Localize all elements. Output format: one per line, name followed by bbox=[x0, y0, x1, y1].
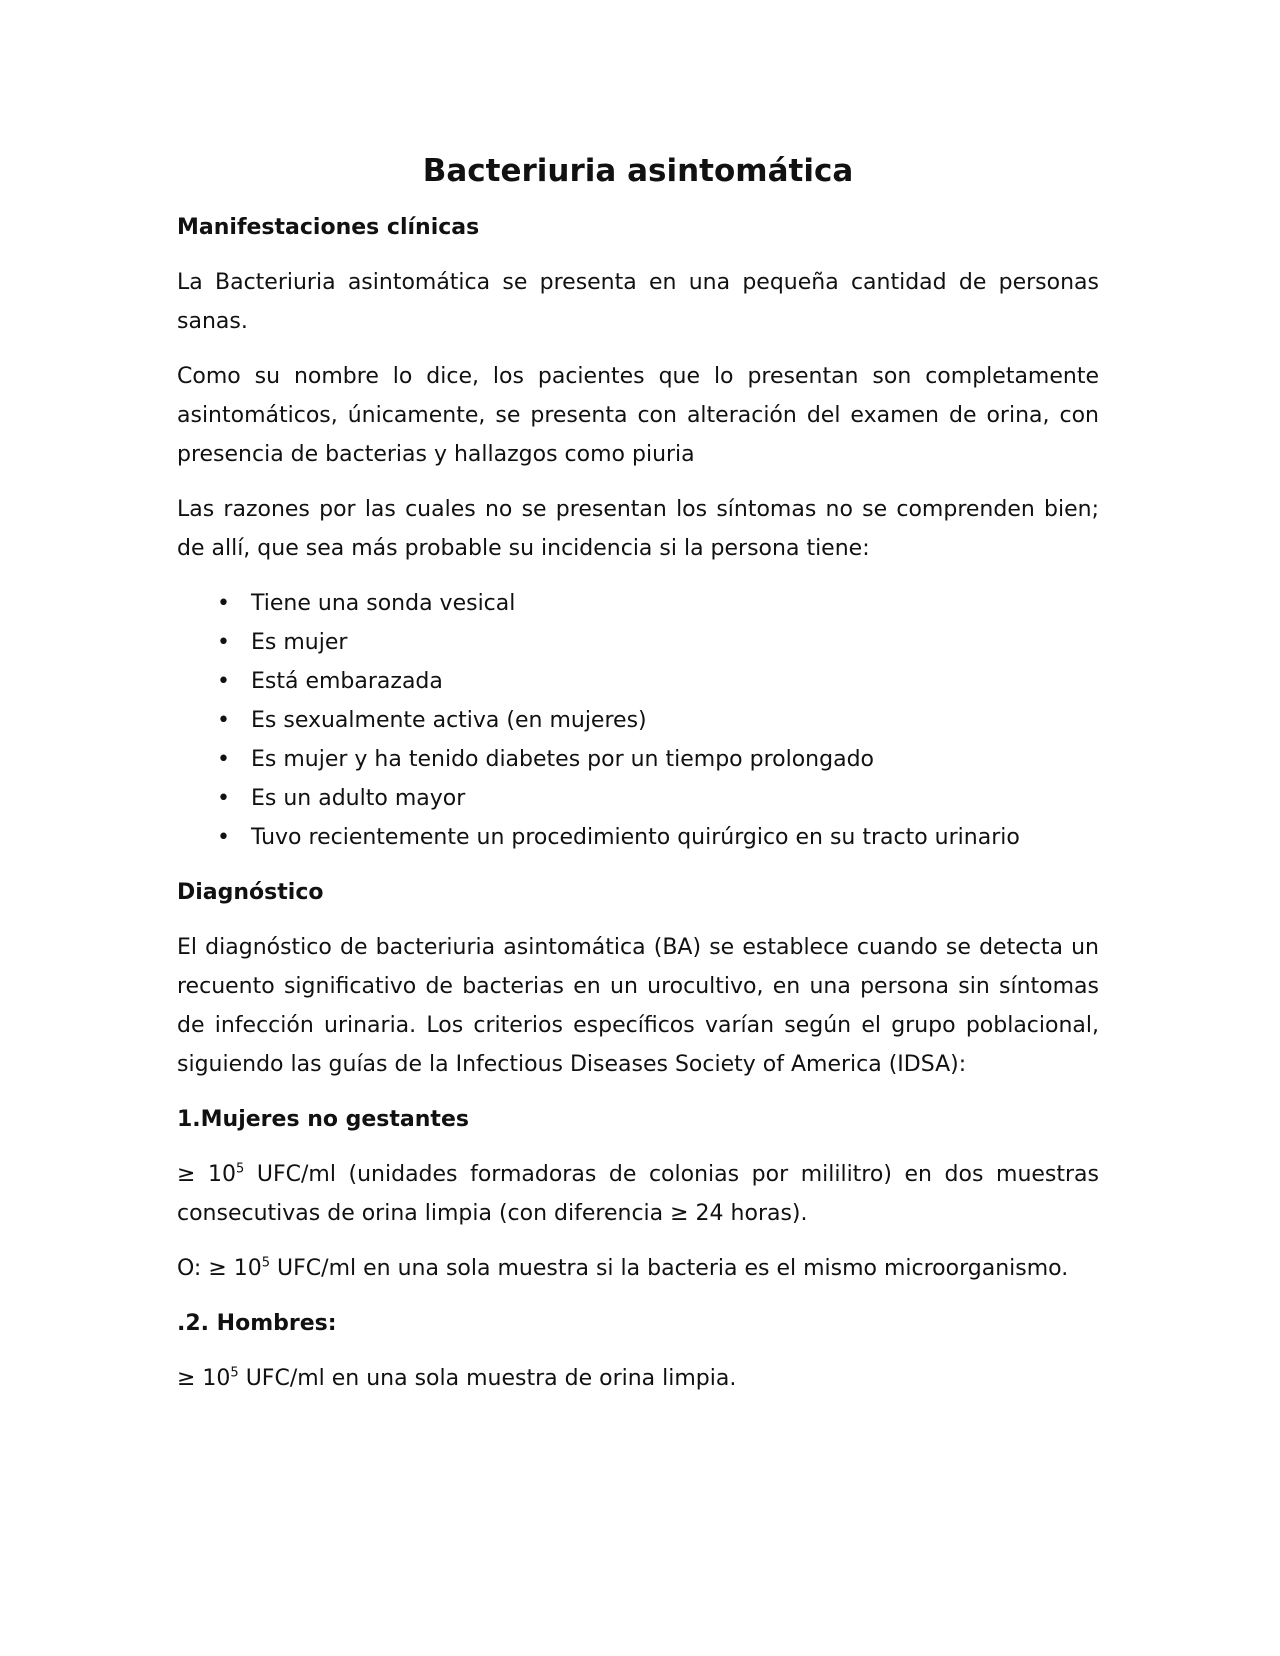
criteria-text-suffix: UFC/ml en una sola muestra si la bacteria es el mismo microorganismo. bbox=[270, 1256, 1069, 1281]
bullet-icon: • bbox=[217, 669, 230, 694]
bullet-icon: • bbox=[217, 825, 230, 850]
section-heading-diagnostico: Diagnóstico bbox=[177, 880, 324, 905]
exponent: 5 bbox=[236, 1161, 245, 1177]
list-item bbox=[177, 779, 1099, 818]
section-heading-manifestaciones: Manifestaciones clínicas bbox=[177, 215, 480, 240]
bullet-icon: • bbox=[217, 708, 230, 733]
list-item-text: Es mujer bbox=[251, 630, 348, 655]
list-item-text: Está embarazada bbox=[251, 669, 443, 694]
criteria-hombres-1 bbox=[177, 1359, 1099, 1398]
list-item-text: Es sexualmente activa (en mujeres) bbox=[251, 708, 647, 733]
criteria-text-suffix: UFC/ml (unidades formadoras de colonias por mililitro) en dos muestras consecutivas de orina limpia (con diferencia ≥ 24 horas). bbox=[177, 1162, 1100, 1226]
paragraph-diagnostico-1: El diagnóstico de bacteriuria asintomática (BA) se establece cuando se detecta un recuento significativo de bacterias en un urocultivo, en una persona sin síntomas de infección urinaria. Los criterios específicos varían según el grupo poblacional, siguiendo las guías de la Infectious Diseases Society of America (IDSA): bbox=[177, 935, 1099, 1077]
document-title: Bacteriuria asintomática bbox=[422, 153, 854, 189]
paragraph-manifestaciones-1: La Bacteriuria asintomática se presenta en una pequeña cantidad de personas sanas. bbox=[177, 270, 1099, 334]
list-item-text: Tuvo recientemente un procedimiento quirúrgico en su tracto urinario bbox=[251, 825, 1020, 850]
document-page bbox=[177, 148, 1099, 1414]
bullet-icon: • bbox=[217, 630, 230, 655]
list-item bbox=[177, 701, 1099, 740]
bullet-icon: • bbox=[217, 591, 230, 616]
risk-factor-list bbox=[177, 584, 1099, 857]
paragraph-manifestaciones-3: Las razones por las cuales no se presentan los síntomas no se comprenden bien; de allí, que sea más probable su incidencia si la persona tiene: bbox=[177, 497, 1099, 561]
list-item-text: Es un adulto mayor bbox=[251, 786, 466, 811]
list-item-text: Es mujer y ha tenido diabetes por un tiempo prolongado bbox=[251, 747, 874, 772]
criteria-text-prefix: O: ≥ 10 bbox=[177, 1256, 262, 1281]
list-item bbox=[177, 623, 1099, 662]
criteria-text-prefix: ≥ 10 bbox=[177, 1366, 231, 1391]
bullet-icon: • bbox=[217, 747, 230, 772]
exponent: 5 bbox=[230, 1365, 239, 1381]
section-heading-mujeres: 1.Mujeres no gestantes bbox=[177, 1107, 469, 1132]
bullet-icon: • bbox=[217, 786, 230, 811]
exponent: 5 bbox=[261, 1255, 271, 1271]
list-item bbox=[177, 740, 1099, 779]
list-item bbox=[177, 662, 1099, 701]
criteria-text-suffix: UFC/ml en una sola muestra de orina limpia. bbox=[238, 1366, 737, 1391]
list-item bbox=[177, 818, 1099, 857]
criteria-mujeres-1 bbox=[177, 1155, 1099, 1233]
paragraph-manifestaciones-2: Como su nombre lo dice, los pacientes que lo presentan son completamente asintomáticos, únicamente, se presenta con alteración del examen de orina, con presencia de bacterias y hallazgos como piuria bbox=[177, 364, 1099, 467]
section-heading-hombres: .2. Hombres: bbox=[177, 1311, 337, 1336]
list-item bbox=[177, 584, 1099, 623]
criteria-text-prefix: ≥ 10 bbox=[177, 1162, 237, 1187]
criteria-mujeres-2 bbox=[177, 1249, 1099, 1288]
list-item-text: Tiene una sonda vesical bbox=[251, 591, 516, 616]
